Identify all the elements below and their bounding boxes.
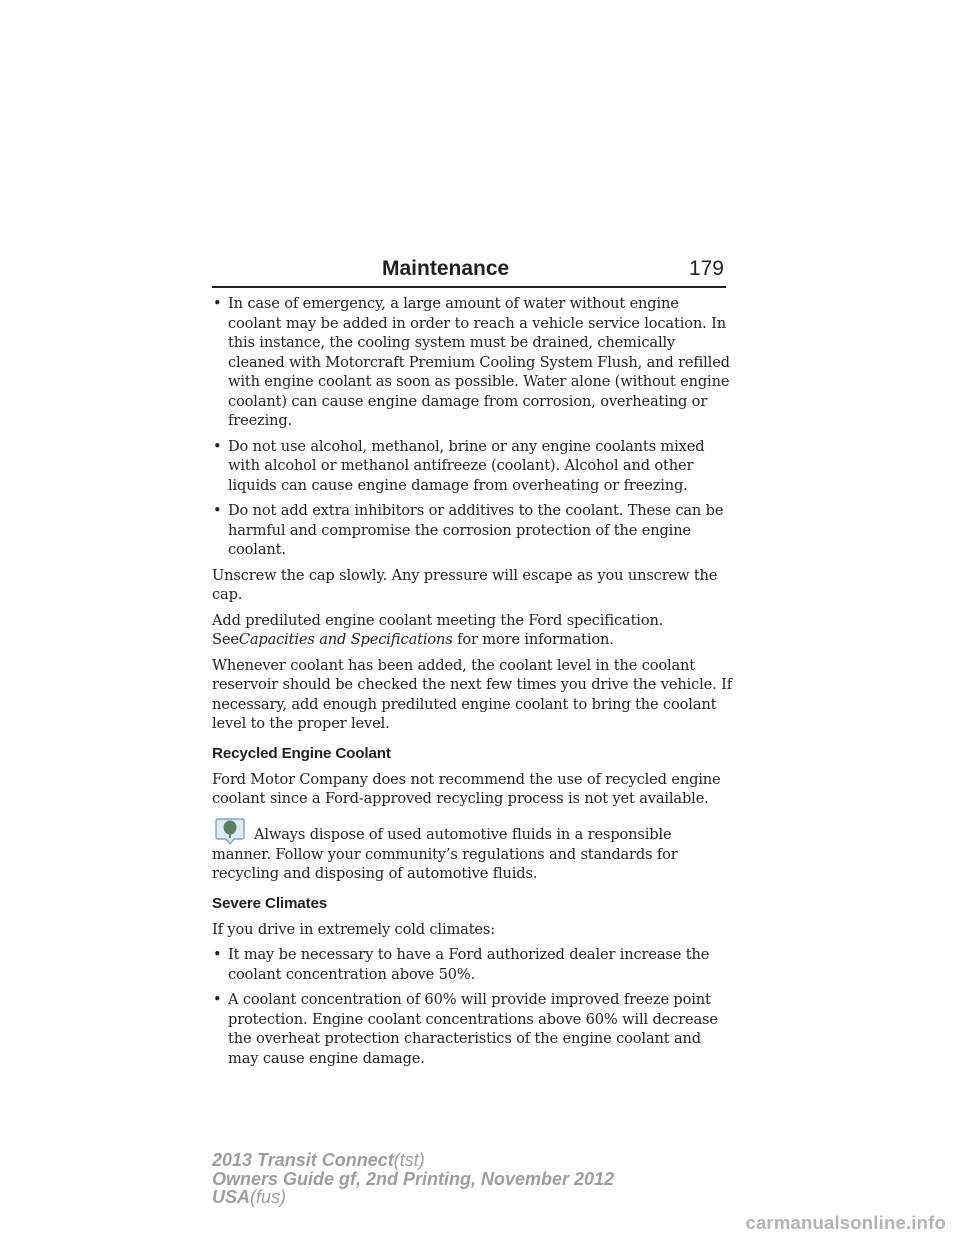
footer-line-model: [212, 1151, 614, 1170]
page-number: 179: [688, 257, 724, 280]
bullet-text: Do not add extra inhibitors or additives to the coolant. These can be harmful and compromise the corrosion protection of the engine coolant.: [228, 502, 724, 558]
list-item: [212, 945, 732, 984]
bullet: •: [213, 502, 222, 519]
paragraph-whenever: Whenever coolant has been added, the coolant level in the coolant reservoir should be checked the next few times you drive the vehicle. If necessary, add enough prediluted engine coolant to bring the coolant level to the proper level.: [212, 656, 733, 732]
document-footer: [212, 1151, 614, 1207]
bullet-text: Do not use alcohol, methanol, brine or any engine coolants mixed with alcohol or methanol antifreeze (coolant). Alcohol and other liquids can cause engine damage from overheating or freezing.: [228, 437, 705, 494]
bullet: •: [213, 437, 222, 455]
environment-tree-icon: [214, 817, 246, 845]
list-item: [212, 501, 732, 560]
heading-severe-climates: Severe Climates: [212, 894, 328, 912]
see-after-text: for more information.: [457, 631, 614, 648]
section-title: Maintenance: [382, 257, 510, 280]
add-coolant-text: Add prediluted engine coolant meeting the Ford specification.: [212, 611, 664, 629]
heading-recycled-coolant: Recycled Engine Coolant: [212, 744, 391, 762]
footer-model: 2013 Transit Connect: [212, 1150, 394, 1170]
bullet-text: In case of emergency, a large amount of water without engine coolant may be added in order to reach a vehicle service location. In this instance, the cooling system must be drained, chemically cleaned with Motorcraft Premium Cooling System Flush, and refilled with engine coolant as soon as possible. Water alone (without engine coolant) can cause engine damage from corrosion, overheating or freezing.: [228, 295, 730, 429]
bullet: •: [213, 991, 222, 1008]
footer-model-code: (tst): [393, 1150, 425, 1170]
environment-note-text: Always dispose of used automotive fluids in a responsible manner. Follow your community’s regulations and standards for recycling and disposing of automotive fluids.: [212, 825, 678, 882]
bullet-text: It may be necessary to have a Ford authorized dealer increase the coolant concentration above 50%.: [228, 946, 710, 983]
list-item: [212, 294, 732, 431]
bullet-text: A coolant concentration of 60% will provide improved freeze point protection. Engine coolant concentrations above 60% will decrease the overheat protection characteristics of the engine coolant and may cause engine damage.: [228, 991, 718, 1067]
list-item: [212, 990, 732, 1068]
paragraph-unscrew: Unscrew the cap slowly. Any pressure will escape as you unscrew the cap.: [212, 566, 718, 603]
see-label: See: [212, 631, 239, 648]
page-header: [212, 255, 726, 287]
page-content: [212, 294, 732, 1074]
footer-market: USA: [212, 1187, 251, 1207]
paragraph-recycled: Ford Motor Company does not recommend the use of recycled engine coolant since a Ford-approved recycling process is not yet available.: [212, 770, 721, 807]
cross-reference-link[interactable]: Capacities and Specifications: [238, 631, 453, 648]
paragraph-add-coolant: [212, 611, 732, 650]
bullet: •: [213, 295, 222, 312]
paragraph-severe-intro: If you drive in extremely cold climates:: [212, 920, 496, 938]
list-item: [212, 437, 732, 496]
footer-market-code: (fus): [250, 1187, 287, 1207]
footer-line-market: [212, 1188, 614, 1207]
bullet: •: [213, 946, 222, 963]
footer-line-guide: Owners Guide gf, 2nd Printing, November 2012: [212, 1168, 615, 1189]
environment-note: [212, 817, 732, 884]
watermark: carmanualsonline.info: [745, 1212, 946, 1233]
header-rule: [212, 286, 726, 288]
